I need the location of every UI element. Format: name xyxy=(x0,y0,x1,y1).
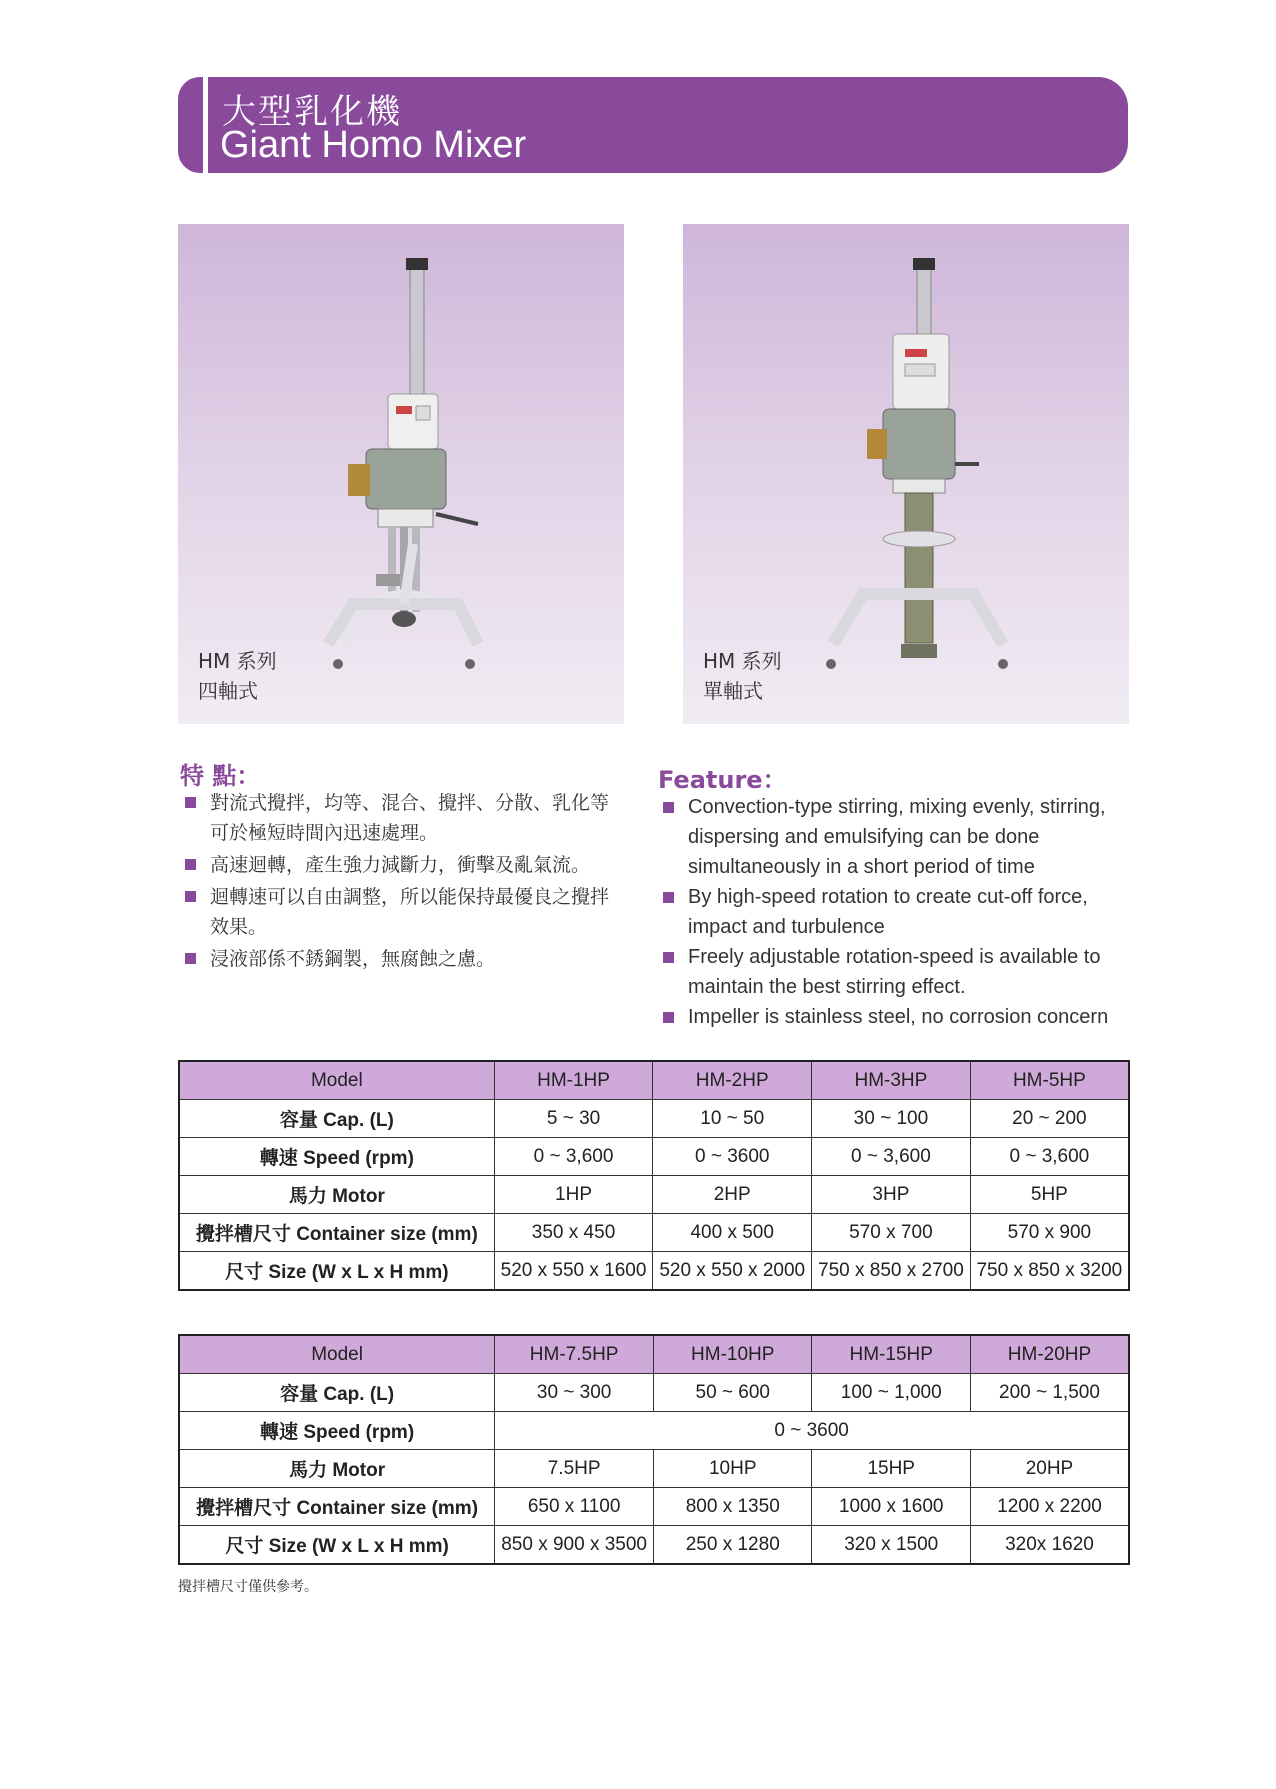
list-item: 迴轉速可以自由調整，所以能保持最優良之攪拌效果。 xyxy=(180,882,620,942)
table-cell: 200 ~ 1,500 xyxy=(970,1374,1129,1412)
list-item: Freely adjustable rotation-speed is available to maintain the best stirring effect. xyxy=(658,942,1138,1002)
row-label: 馬力 Motor xyxy=(179,1450,495,1488)
model-name: HM-15HP xyxy=(812,1335,971,1374)
row-label: 尺寸 Size (W x L x H mm) xyxy=(179,1252,494,1291)
table-cell: 320 x 1500 xyxy=(812,1526,971,1565)
row-label: 攪拌槽尺寸 Container size (mm) xyxy=(179,1214,494,1252)
table-cell: 20 ~ 200 xyxy=(970,1100,1129,1138)
table-cell: 10HP xyxy=(654,1450,812,1488)
table-cell: 650 x 1100 xyxy=(495,1488,654,1526)
photo-caption-series: HM 系列 xyxy=(198,649,277,673)
table-cell: 800 x 1350 xyxy=(654,1488,812,1526)
model-name: HM-20HP xyxy=(970,1335,1129,1374)
table-cell: 570 x 900 xyxy=(970,1214,1129,1252)
table-row xyxy=(179,1176,1129,1214)
row-label: 轉速 Speed (rpm) xyxy=(179,1138,494,1176)
list-item: Impeller is stainless steel, no corrosion concern xyxy=(658,1002,1138,1032)
spec-table-2 xyxy=(178,1334,1130,1565)
table-header-row xyxy=(179,1335,1129,1374)
row-label: 攪拌槽尺寸 Container size (mm) xyxy=(179,1488,495,1526)
footnote: 攪拌槽尺寸僅供參考。 xyxy=(178,1579,318,1595)
table-row xyxy=(179,1450,1129,1488)
list-item: 高速迴轉，產生強力減斷力，衝擊及亂氣流。 xyxy=(180,850,620,880)
table-cell-merged: 0 ~ 3600 xyxy=(495,1412,1129,1450)
page-title-zh: 大型乳化機 xyxy=(222,92,402,132)
table-cell: 850 x 900 x 3500 xyxy=(495,1526,654,1565)
table-cell: 7.5HP xyxy=(495,1450,654,1488)
model-name: HM-10HP xyxy=(654,1335,812,1374)
table-cell: 1HP xyxy=(494,1176,653,1214)
table-row xyxy=(179,1100,1129,1138)
row-label: 轉速 Speed (rpm) xyxy=(179,1412,495,1450)
features-heading-en: Feature： xyxy=(658,766,787,794)
bullet-icon xyxy=(663,1012,674,1023)
table-row xyxy=(179,1412,1129,1450)
list-item: 對流式攪拌，均等、混合、攪拌、分散、乳化等可於極短時間內迅速處理。 xyxy=(180,788,620,848)
model-name: HM-1HP xyxy=(494,1061,653,1100)
bullet-icon xyxy=(663,892,674,903)
list-item: 浸液部係不銹鋼製，無腐蝕之慮。 xyxy=(180,944,620,974)
row-label: 容量 Cap. (L) xyxy=(179,1100,494,1138)
table-cell: 0 ~ 3,600 xyxy=(494,1138,653,1176)
bullet-icon xyxy=(663,802,674,813)
table-cell: 5HP xyxy=(970,1176,1129,1214)
table-row xyxy=(179,1214,1129,1252)
table-cell: 50 ~ 600 xyxy=(654,1374,812,1412)
table-cell: 1200 x 2200 xyxy=(970,1488,1129,1526)
spec-table-1 xyxy=(178,1060,1130,1291)
table-cell: 10 ~ 50 xyxy=(653,1100,812,1138)
list-item: By high-speed rotation to create cut-off force, impact and turbulence xyxy=(658,882,1138,942)
table-row xyxy=(179,1138,1129,1176)
photo-caption-type: 四軸式 xyxy=(198,679,258,703)
table-cell: 400 x 500 xyxy=(653,1214,812,1252)
photo-caption-series: HM 系列 xyxy=(703,649,782,673)
table-cell: 520 x 550 x 1600 xyxy=(494,1252,653,1291)
page-title-en: Giant Homo Mixer xyxy=(220,124,527,166)
table-row xyxy=(179,1252,1129,1291)
bullet-icon xyxy=(185,859,196,870)
model-label: Model xyxy=(179,1061,494,1100)
table-cell: 350 x 450 xyxy=(494,1214,653,1252)
bullet-icon xyxy=(185,891,196,902)
bullet-icon xyxy=(185,953,196,964)
row-label: 尺寸 Size (W x L x H mm) xyxy=(179,1526,495,1565)
features-list-en xyxy=(658,792,1138,1032)
product-photo-single-shaft xyxy=(683,224,1129,724)
table-row xyxy=(179,1488,1129,1526)
photo-caption-type: 單軸式 xyxy=(703,679,763,703)
table-cell: 250 x 1280 xyxy=(654,1526,812,1565)
row-label: 容量 Cap. (L) xyxy=(179,1374,495,1412)
list-item: Convection-type stirring, mixing evenly, stirring, dispersing and emulsifying can be done simultaneously in a short period of time xyxy=(658,792,1138,882)
table-cell: 15HP xyxy=(812,1450,971,1488)
model-name: HM-3HP xyxy=(812,1061,971,1100)
table-cell: 0 ~ 3,600 xyxy=(812,1138,971,1176)
table-cell: 0 ~ 3,600 xyxy=(970,1138,1129,1176)
model-label: Model xyxy=(179,1335,495,1374)
model-name: HM-7.5HP xyxy=(495,1335,654,1374)
features-heading-zh: 特 點： xyxy=(180,762,261,790)
table-cell: 5 ~ 30 xyxy=(494,1100,653,1138)
table-row xyxy=(179,1526,1129,1565)
table-row xyxy=(179,1374,1129,1412)
table-cell: 570 x 700 xyxy=(812,1214,971,1252)
table-cell: 750 x 850 x 3200 xyxy=(970,1252,1129,1291)
header-banner-tab xyxy=(178,77,203,173)
table-cell: 2HP xyxy=(653,1176,812,1214)
model-name: HM-2HP xyxy=(653,1061,812,1100)
table-cell: 100 ~ 1,000 xyxy=(812,1374,971,1412)
table-cell: 1000 x 1600 xyxy=(812,1488,971,1526)
table-cell: 320x 1620 xyxy=(970,1526,1129,1565)
features-list-zh xyxy=(180,788,620,976)
table-cell: 520 x 550 x 2000 xyxy=(653,1252,812,1291)
table-cell: 750 x 850 x 2700 xyxy=(812,1252,971,1291)
row-label: 馬力 Motor xyxy=(179,1176,494,1214)
table-header-row xyxy=(179,1061,1129,1100)
table-cell: 30 ~ 300 xyxy=(495,1374,654,1412)
bullet-icon xyxy=(185,797,196,808)
table-cell: 20HP xyxy=(970,1450,1129,1488)
table-cell: 3HP xyxy=(812,1176,971,1214)
table-cell: 0 ~ 3600 xyxy=(653,1138,812,1176)
model-name: HM-5HP xyxy=(970,1061,1129,1100)
product-photo-four-shaft xyxy=(178,224,624,724)
bullet-icon xyxy=(663,952,674,963)
table-cell: 30 ~ 100 xyxy=(812,1100,971,1138)
